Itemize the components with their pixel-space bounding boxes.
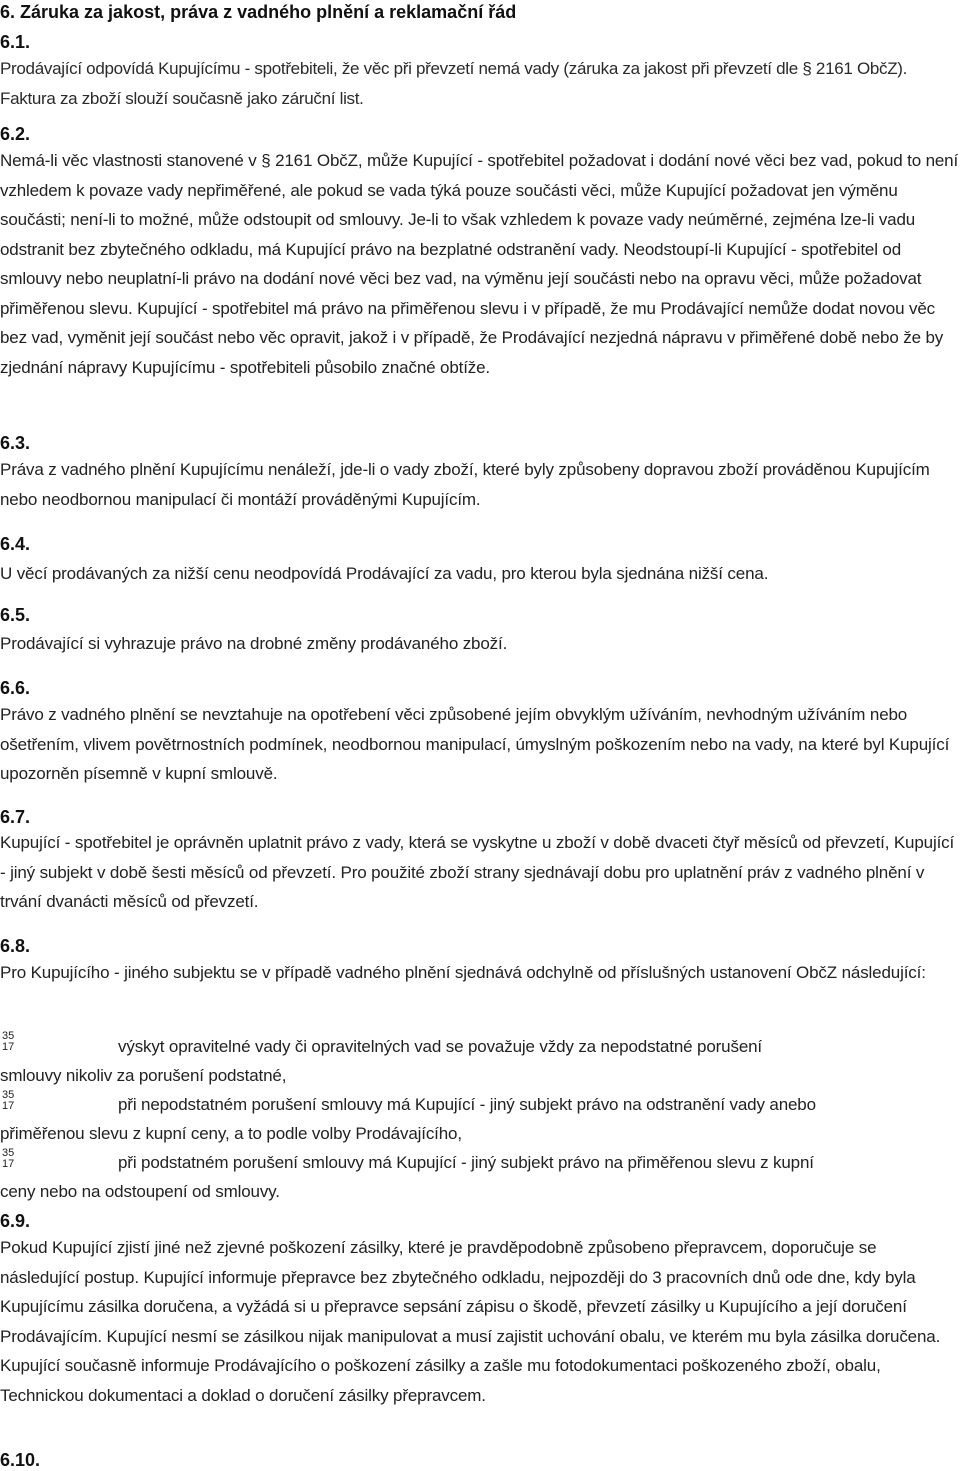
- list-marker: 35 17: [2, 1030, 15, 1053]
- section-heading: 6. Záruka za jakost, práva z vadného plnění a reklamační řád: [0, 2, 517, 22]
- clause-number-6-9: 6.9.: [0, 1211, 31, 1231]
- clause-text-6-4: U věcí prodávaných za nižší cenu neodpovídá Prodávající za vadu, pro kterou byla sjednána nižší cena.: [0, 564, 769, 583]
- clause-number-6-10: 6.10.: [0, 1450, 41, 1470]
- list-item-line: při podstatném porušení smlouvy má Kupující - jiný subjekt právo na přiměřenou slevu z kupní: [118, 1153, 814, 1172]
- list-item-line: při nepodstatném porušení smlouvy má Kupující - jiný subjekt právo na odstranění vady anebo: [118, 1095, 816, 1114]
- clause-text-6-2: Nemá-li věc vlastnosti stanovené v § 2161 ObčZ, může Kupující - spotřebitel požadovat i dodání nové věci bez vad, pokud to není vzhledem k povaze vady nepřiměřené, ale pokud se vada týká pouze součásti věci, může Kupující požadovat jen výměnu součásti; není-li to možné, může odstoupit od smlouvy. Je-li to však vzhledem k povaze vady neúměrné, zejména lze-li vadu odstranit bez zbytečného odkladu, má Kupující právo na bezplatné odstranění vady. Neodstoupí-li Kupující - spotřebitel od smlouvy nebo neuplatní-li právo na dodání nové věci bez vad, na výměnu její součásti nebo na opravu věci, může požadovat přiměřenou slevu. Kupující - spotřebitel má právo na přiměřenou slevu i v případě, že mu Prodávající nemůže dodat novou věc bez vad, vyměnit její součást nebo věc opravit, jakož i v případě, že Prodávající nezjedná nápravu v přiměřené době nebo že by zjednání nápravy Kupujícímu - spotřebiteli působilo značné obtíže.: [0, 151, 959, 377]
- clause-number-6-6: 6.6.: [0, 678, 31, 698]
- clause-number-6-1: 6.1.: [0, 32, 31, 52]
- list-marker: 35 17: [2, 1147, 15, 1170]
- clause-text-6-8: Pro Kupujícího - jiného subjektu se v případě vadného plnění sjednává odchylně od příslušných ustanovení ObčZ následující:: [0, 963, 926, 982]
- clause-number-6-8: 6.8.: [0, 936, 31, 956]
- clause-number-6-4: 6.4.: [0, 534, 31, 554]
- list-marker: 35 17: [2, 1089, 15, 1112]
- list-item-line: výskyt opravitelné vady či opravitelných vad se považuje vždy za nepodstatné porušení: [118, 1037, 763, 1056]
- clause-text-6-3: Práva z vadného plnění Kupujícímu nenáleží, jde-li o vady zboží, které byly způsobeny dopravou zboží prováděnou Kupujícím nebo neodbornou manipulací či montáží prováděnými Kupujícím.: [0, 460, 930, 509]
- clause-text-6-7: Kupující - spotřebitel je oprávněn uplatnit právo z vady, která se vyskytne u zboží v době dvaceti čtyř měsíců od převzetí, Kupující - jiný subjekt v době šesti měsíců od převzetí. Pro použité zboží strany sjednávají dobu pro uplatnění práv z vadného plnění v trvání dvanácti měsíců od převzetí.: [0, 833, 955, 911]
- clause-text-6-6: Právo z vadného plnění se nevztahuje na opotřebení věci způsobené jejím obvyklým užíváním, nevhodným užíváním nebo ošetřením, vlivem povětrnostních podmínek, neodbornou manipulací, úmyslným poškozením nebo na vady, na které byl Kupující upozorněn písemně v kupní smlouvě.: [0, 705, 950, 783]
- clause-text-6-9: Pokud Kupující zjistí jiné než zjevné poškození zásilky, které je pravděpodobně způsobeno přepravcem, doporučuje se následující postup. Kupující informuje přepravce bez zbytečného odkladu, nejpozději do 3 pracovních dnů ode dne, kdy byla Kupujícímu zásilka doručena, a vyžádá si u přepravce sepsání zápisu o škodě, převzetí zásilky u Kupujícího a její doručení Prodávajícím. Kupující nesmí se zásilkou nijak manipulovat a musí zajistit uchování obalu, ve kterém mu byla zásilka doručena. Kupující současně informuje Prodávajícího o poškození zásilky a zašle mu fotodokumentaci poškozeného zboží, obalu, Technickou dokumentaci a doklad o doručení zásilky přepravcem.: [0, 1238, 941, 1405]
- clause-text-6-5: Prodávající si vyhrazuje právo na drobné změny prodávaného zboží.: [0, 634, 508, 653]
- clause-number-6-3: 6.3.: [0, 433, 31, 453]
- list-item-line: ceny nebo na odstoupení od smlouvy.: [0, 1182, 280, 1201]
- list-item-line: přiměřenou slevu z kupní ceny, a to podle volby Prodávajícího,: [0, 1124, 462, 1143]
- clause-number-6-5: 6.5.: [0, 605, 31, 625]
- clause-number-6-2: 6.2.: [0, 124, 31, 144]
- clause-text-6-1: Prodávající odpovídá Kupujícímu - spotřebiteli, že věc při převzetí nemá vady (záruka za jakost při převzetí dle § 2161 ObčZ). Faktura za zboží slouží současně jako záruční list.: [0, 59, 908, 108]
- list-item-line: smlouvy nikoliv za porušení podstatné,: [0, 1066, 287, 1085]
- clause-number-6-7: 6.7.: [0, 807, 31, 827]
